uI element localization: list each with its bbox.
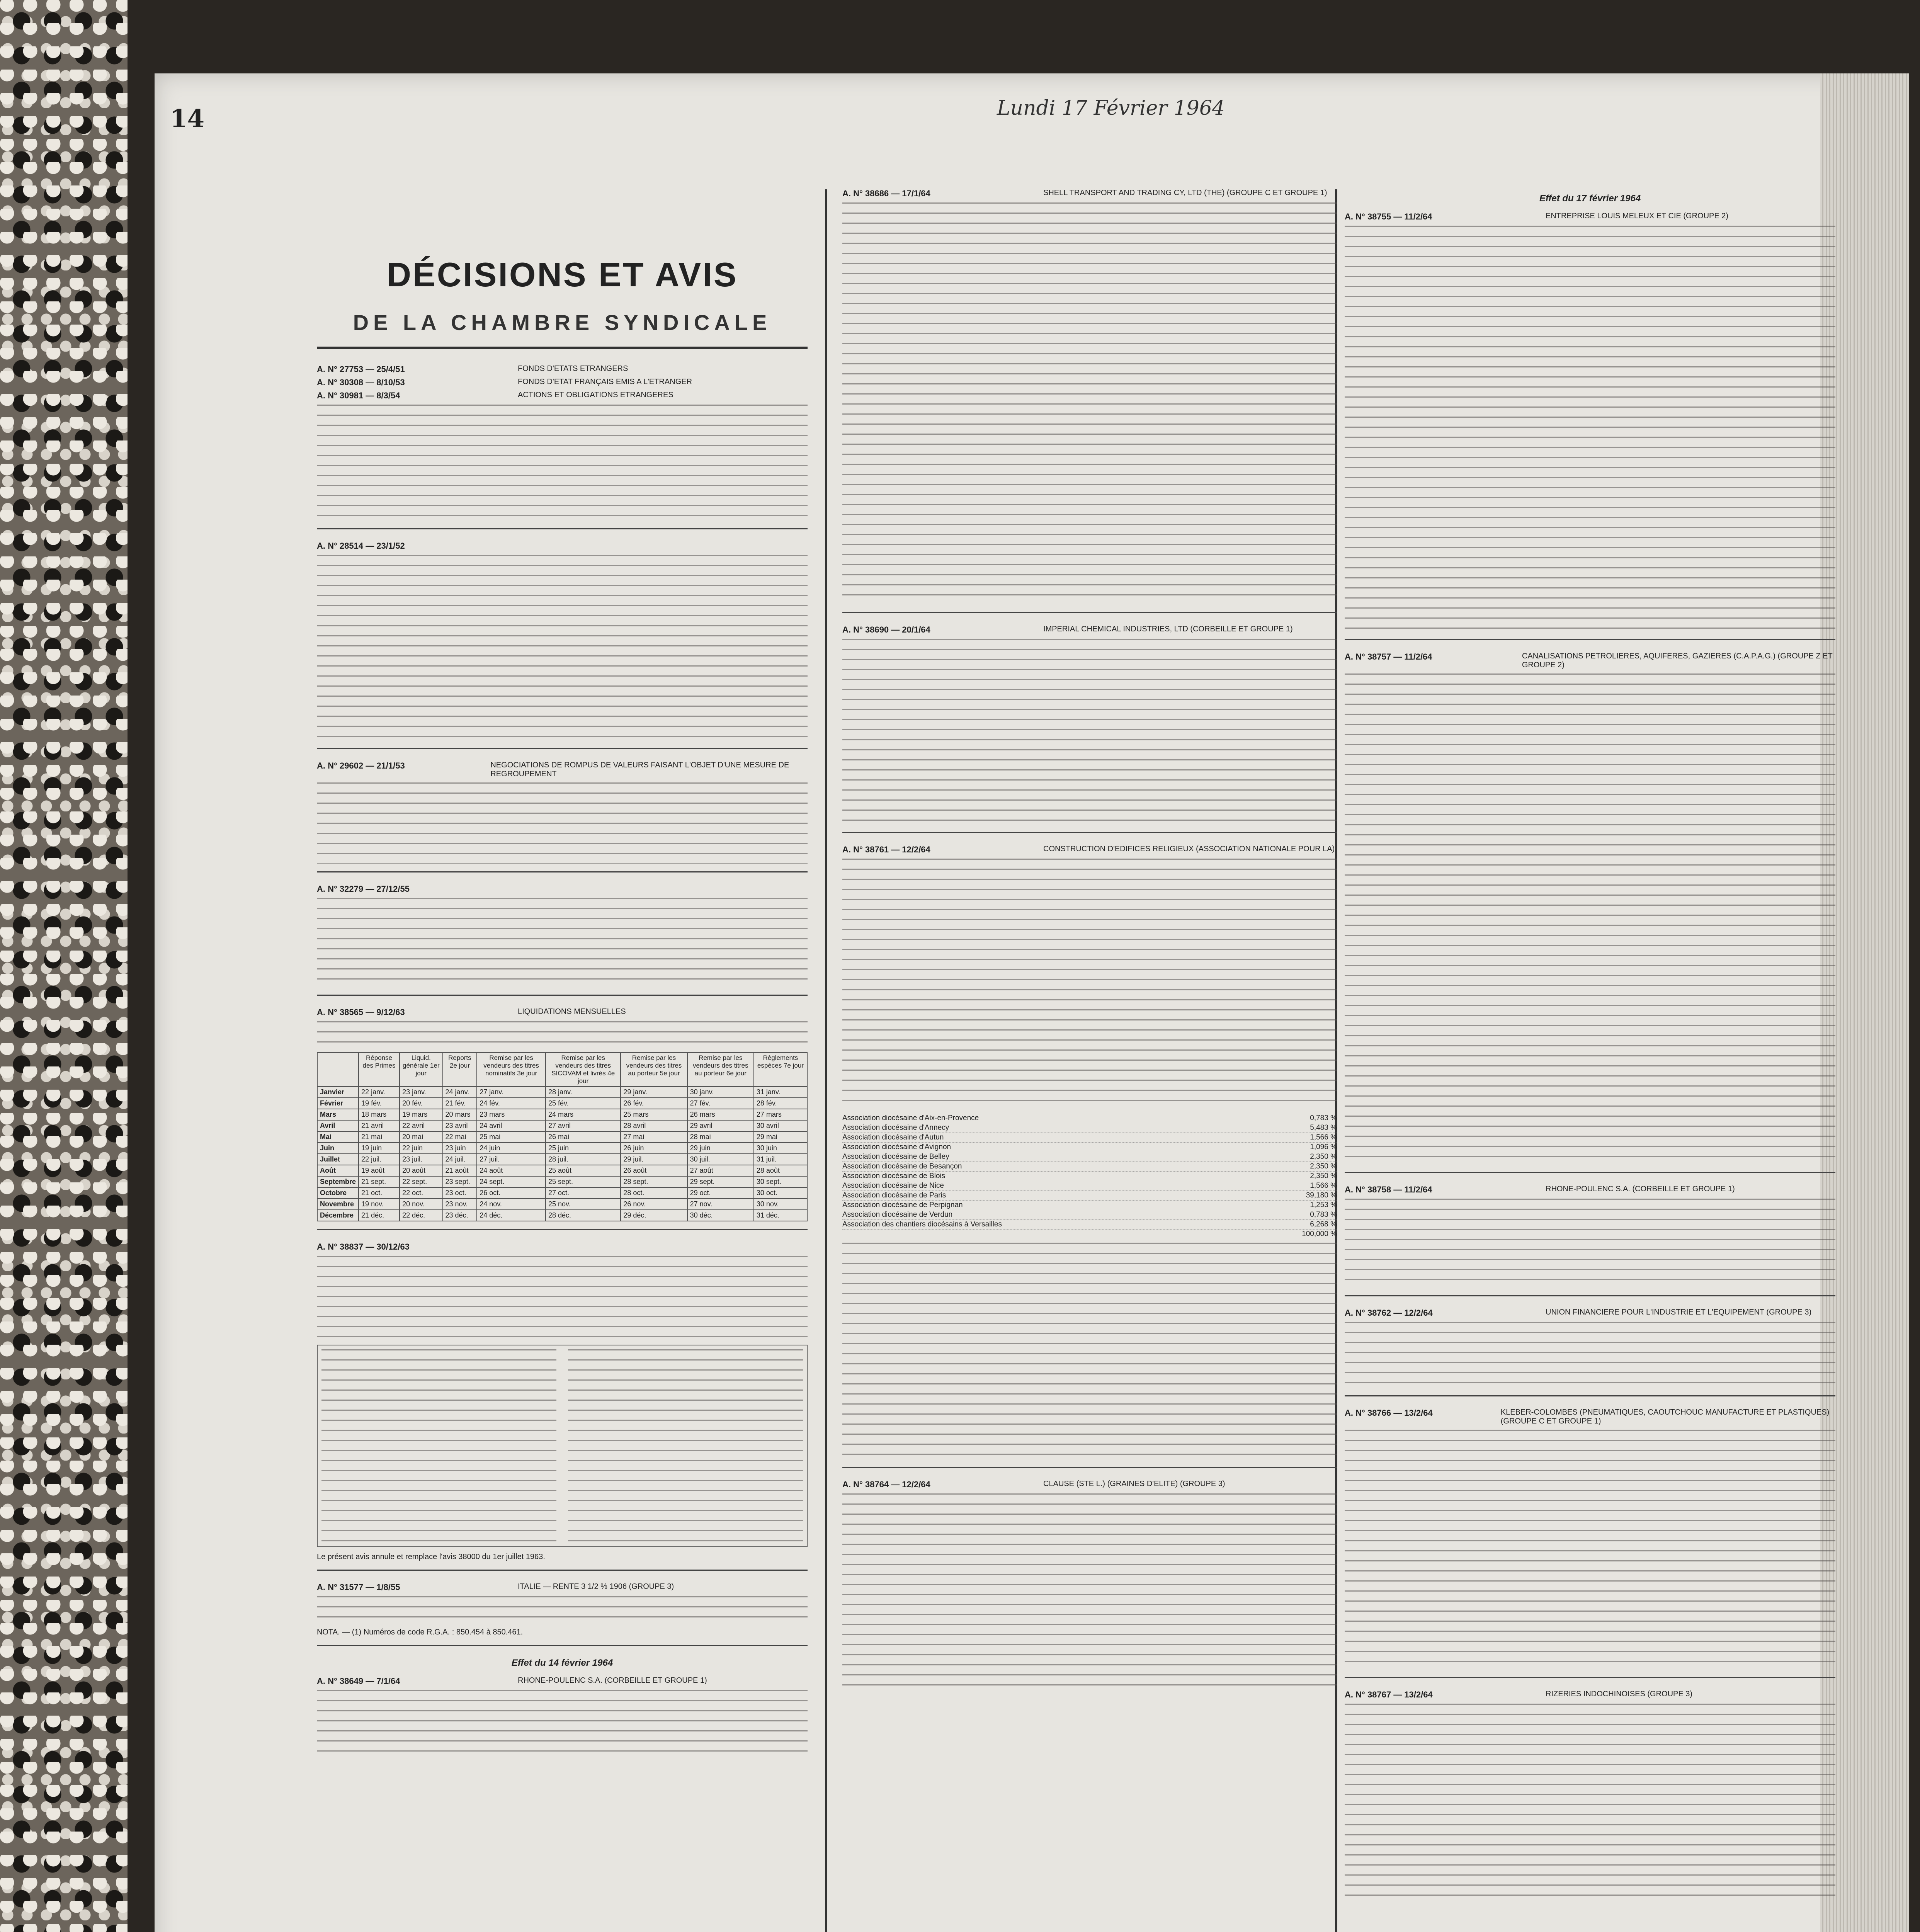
notice-body	[317, 1596, 808, 1619]
association-percent: 6,268 %	[1310, 1220, 1337, 1228]
association-name: Association des chantiers diocésains à Versailles	[842, 1220, 1002, 1228]
association-name: Association diocésaine de Perpignan	[842, 1201, 963, 1209]
table-row	[317, 1176, 807, 1187]
notice-body	[842, 202, 1337, 604]
table-row	[317, 1187, 807, 1199]
table-cell: 22 sept.	[400, 1176, 442, 1187]
list-item	[842, 1162, 1337, 1172]
table-cell: 30 sept.	[754, 1176, 807, 1187]
avis-ref: A. N° 38690 — 20/1/64 IMPERIAL CHEMICAL INDUSTRIES, LTD (CORBEILLE ET GROUPE 1)	[842, 625, 1293, 634]
list-item	[842, 1191, 1337, 1201]
notice-body	[317, 898, 808, 987]
association-name: Association diocésaine d'Aix-en-Provence	[842, 1114, 979, 1122]
table-cell: 23 déc.	[443, 1210, 477, 1221]
list-item	[842, 1181, 1337, 1191]
notice-body	[317, 782, 808, 864]
table-cell: 29 sept.	[687, 1176, 754, 1187]
notice-heading: A. N° 32279 — 27/12/55	[317, 884, 410, 894]
divider	[317, 528, 808, 529]
notice-body	[1345, 673, 1835, 1164]
table-cell: 24 juin	[477, 1143, 546, 1154]
divider	[842, 832, 1337, 833]
group-dates-table	[317, 1345, 808, 1547]
table-cell: 26 nov.	[621, 1199, 687, 1210]
table-cell: 29 janv.	[621, 1087, 687, 1098]
table-cell: 24 août	[477, 1165, 546, 1176]
table-cell: 25 mai	[477, 1131, 546, 1143]
table-cell: 25 mars	[621, 1109, 687, 1120]
notice-footer: Le présent avis annule et remplace l'avis 38000 du 1er juillet 1963.	[317, 1553, 545, 1561]
association-percent: 1,096 %	[1310, 1143, 1337, 1151]
table-cell: 30 janv.	[687, 1087, 754, 1098]
notice-heading: A. N° 38837 — 30/12/63	[317, 1242, 410, 1252]
notice-body	[842, 1493, 1337, 1694]
avis-ref: A. N° 30981 — 8/3/54 ACTIONS ET OBLIGATIONS ETRANGERES	[317, 391, 673, 400]
association-percent: 0,783 %	[1310, 1114, 1337, 1122]
table-cell: 30 juil.	[687, 1154, 754, 1165]
divider	[317, 1229, 808, 1230]
main-subtitle: DE LA CHAMBRE SYNDICALE	[353, 310, 772, 335]
table-cell: 27 mars	[754, 1109, 807, 1120]
table-cell: 22 déc.	[400, 1210, 442, 1221]
notice-body	[317, 1256, 808, 1337]
table-cell: 27 oct.	[546, 1187, 621, 1199]
table-cell: 28 avril	[621, 1120, 687, 1131]
table-cell: 28 fév.	[754, 1098, 807, 1109]
table-cell: 24 déc.	[477, 1210, 546, 1221]
table-cell: 28 déc.	[546, 1210, 621, 1221]
table-cell: 20 fév.	[400, 1098, 442, 1109]
table-header-row	[317, 1053, 807, 1087]
association-percent: 0,783 %	[1310, 1211, 1337, 1219]
notice-body	[842, 859, 1337, 1106]
divider	[317, 1570, 808, 1571]
table-cell: 20 mai	[400, 1131, 442, 1143]
table-cell: 30 nov.	[754, 1199, 807, 1210]
table-cell: 26 mai	[546, 1131, 621, 1143]
associations-list	[842, 1114, 1337, 1230]
table-cell: 26 oct.	[477, 1187, 546, 1199]
table-row	[317, 1098, 807, 1109]
association-name: Association diocésaine d'Annecy	[842, 1124, 949, 1132]
table-cell: 27 août	[687, 1165, 754, 1176]
divider	[1345, 639, 1835, 640]
table-cell: 21 août	[443, 1165, 477, 1176]
notice-body	[1345, 1704, 1835, 1897]
table-header: Remise par les vendeurs des titres au porteur 5e jour	[621, 1053, 687, 1087]
table-cell: 22 mai	[443, 1131, 477, 1143]
table-cell: Octobre	[317, 1187, 359, 1199]
table-cell: 30 oct.	[754, 1187, 807, 1199]
list-item	[842, 1201, 1337, 1210]
column-3	[1345, 185, 1835, 1905]
table-cell	[568, 1349, 803, 1543]
page-number: 14	[170, 104, 205, 133]
table-cell: 27 nov.	[687, 1199, 754, 1210]
table-cell: 28 juil.	[546, 1154, 621, 1165]
table-cell: Février	[317, 1098, 359, 1109]
table-cell: 26 mars	[687, 1109, 754, 1120]
divider	[317, 748, 808, 749]
list-item	[842, 1152, 1337, 1162]
associations-total: 100,000 %	[1302, 1230, 1337, 1238]
table-cell: 19 fév.	[359, 1098, 400, 1109]
table-cell: Janvier	[317, 1087, 359, 1098]
table-cell: 30 avril	[754, 1120, 807, 1131]
table-cell: 21 sept.	[359, 1176, 400, 1187]
table-header: Réponse des Primes	[359, 1053, 400, 1087]
association-name: Association diocésaine de Verdun	[842, 1211, 953, 1219]
table-cell	[321, 1349, 556, 1543]
divider	[317, 871, 808, 872]
table-cell: 22 juil.	[359, 1154, 400, 1165]
table-cell: Mai	[317, 1131, 359, 1143]
table-row	[317, 1087, 807, 1098]
table-cell: 23 mars	[477, 1109, 546, 1120]
table-row	[317, 1109, 807, 1120]
table-row	[317, 1210, 807, 1221]
table-cell: 20 mars	[443, 1109, 477, 1120]
table-cell: Avril	[317, 1120, 359, 1131]
table-cell: 25 sept.	[546, 1176, 621, 1187]
table-cell: 27 avril	[546, 1120, 621, 1131]
avis-ref: A. N° 38762 — 12/2/64 UNION FINANCIERE POUR L'INDUSTRIE ET L'EQUIPEMENT (GROUPE 3)	[1345, 1308, 1812, 1318]
table-cell: 29 déc.	[621, 1210, 687, 1221]
association-percent: 2,350 %	[1310, 1172, 1337, 1180]
table-body	[317, 1087, 807, 1221]
table-header: Remise par les vendeurs des titres SICOVAM et livrés 4e jour	[546, 1053, 621, 1087]
avis-ref: A. N° 38755 — 11/2/64 ENTREPRISE LOUIS MELEUX ET CIE (GROUPE 2)	[1345, 212, 1729, 221]
avis-ref: A. N° 38767 — 13/2/64 RIZERIES INDOCHINOISES (GROUPE 3)	[1345, 1690, 1693, 1699]
table-cell: Mars	[317, 1109, 359, 1120]
table-cell: 29 oct.	[687, 1187, 754, 1199]
table-header	[317, 1053, 359, 1087]
association-percent: 1,566 %	[1310, 1182, 1337, 1190]
table-cell: 24 nov.	[477, 1199, 546, 1210]
table-row	[317, 1120, 807, 1131]
notice-heading: A. N° 28514 — 23/1/52	[317, 541, 405, 551]
association-name: Association diocésaine d'Autun	[842, 1133, 944, 1141]
table-cell: 27 mai	[621, 1131, 687, 1143]
table-cell: 23 juin	[443, 1143, 477, 1154]
table-cell: 19 juin	[359, 1143, 400, 1154]
main-title: DÉCISIONS ET AVIS	[386, 255, 738, 294]
list-item	[842, 1172, 1337, 1181]
table-cell: 27 juil.	[477, 1154, 546, 1165]
table-cell: 23 avril	[443, 1120, 477, 1131]
table-header: Liquid. générale 1er jour	[400, 1053, 442, 1087]
table-cell: 21 fév.	[443, 1098, 477, 1109]
notice-body	[317, 555, 808, 740]
table-cell: 19 mars	[400, 1109, 442, 1120]
table-cell: 19 août	[359, 1165, 400, 1176]
divider	[317, 347, 808, 349]
table-cell: Décembre	[317, 1210, 359, 1221]
table-cell: 26 août	[621, 1165, 687, 1176]
notice-body	[1345, 1199, 1835, 1287]
table-row	[317, 1199, 807, 1210]
table-cell: 20 nov.	[400, 1199, 442, 1210]
divider	[317, 1645, 808, 1646]
table-cell: 23 sept.	[443, 1176, 477, 1187]
table-cell: 27 janv.	[477, 1087, 546, 1098]
association-percent: 2,350 %	[1310, 1153, 1337, 1161]
divider	[842, 612, 1337, 613]
table-cell: 20 août	[400, 1165, 442, 1176]
book-spine	[0, 0, 128, 1932]
table-cell: 30 déc.	[687, 1210, 754, 1221]
list-item	[842, 1133, 1337, 1143]
table-cell: 18 mars	[359, 1109, 400, 1120]
table-cell: 25 fév.	[546, 1098, 621, 1109]
table-cell: Septembre	[317, 1176, 359, 1187]
table-cell: 27 fév.	[687, 1098, 754, 1109]
table-cell: 23 nov.	[443, 1199, 477, 1210]
table-cell: 29 avril	[687, 1120, 754, 1131]
association-percent: 39,180 %	[1306, 1191, 1337, 1199]
avis-ref: A. N° 38764 — 12/2/64 CLAUSE (STE L.) (GRAINES D'ELITE) (GROUPE 3)	[842, 1480, 1225, 1489]
table-cell: Juin	[317, 1143, 359, 1154]
list-item	[842, 1123, 1337, 1133]
table-header: Reports 2e jour	[443, 1053, 477, 1087]
avis-ref: A. N° 38761 — 12/2/64 CONSTRUCTION D'EDIFICES RELIGIEUX (ASSOCIATION NATIONALE POUR LA)	[842, 845, 1335, 854]
notice-body	[1345, 226, 1835, 631]
table-cell: 24 avril	[477, 1120, 546, 1131]
avis-ref: A. N° 29602 — 21/1/53 NEGOCIATIONS DE ROMPUS DE VALEURS FAISANT L'OBJET D'UNE MESURE DE REGROUPEMENT	[317, 761, 789, 778]
avis-ref: A. N° 38758 — 11/2/64 RHONE-POULENC S.A. (CORBEILLE ET GROUPE 1)	[1345, 1185, 1735, 1194]
table-cell: 24 fév.	[477, 1098, 546, 1109]
table-cell: 28 août	[754, 1165, 807, 1176]
divider	[1345, 1295, 1835, 1296]
divider	[317, 995, 808, 996]
table-header: Remise par les vendeurs des titres nominatifs 3e jour	[477, 1053, 546, 1087]
table-cell: 31 juil.	[754, 1154, 807, 1165]
table-cell: 21 déc.	[359, 1210, 400, 1221]
table-cell: 29 mai	[754, 1131, 807, 1143]
list-item	[842, 1143, 1337, 1152]
association-percent: 1,566 %	[1310, 1133, 1337, 1141]
table-cell: 28 oct.	[621, 1187, 687, 1199]
table-cell: 29 juin	[687, 1143, 754, 1154]
table-row	[317, 1154, 807, 1165]
avis-ref: A. N° 38686 — 17/1/64 SHELL TRANSPORT AND TRADING CY, LTD (THE) (GROUPE C ET GROUPE 1)	[842, 189, 1327, 198]
list-item	[842, 1114, 1337, 1123]
table-cell: Juillet	[317, 1154, 359, 1165]
avis-ref: A. N° 38766 — 13/2/64 KLEBER-COLOMBES (PNEUMATIQUES, CAOUTCHOUC MANUFACTURE ET PLASTIQUES) (GROUPE C ET GROUPE 1)	[1345, 1408, 1830, 1425]
column-2	[842, 185, 1337, 1702]
divider	[842, 1467, 1337, 1468]
table-cell: 29 juil.	[621, 1154, 687, 1165]
list-item	[842, 1210, 1337, 1220]
divider	[1345, 1172, 1835, 1173]
table-cell: 28 janv.	[546, 1087, 621, 1098]
association-name: Association diocésaine de Blois	[842, 1172, 946, 1180]
table-cell: 22 janv.	[359, 1087, 400, 1098]
table-cell: 26 fév.	[621, 1098, 687, 1109]
table-cell: Novembre	[317, 1199, 359, 1210]
table-cell: 30 juin	[754, 1143, 807, 1154]
divider	[1345, 1677, 1835, 1678]
effective-date-heading: Effet du 17 février 1964	[1539, 193, 1641, 204]
table-header: Règlements espèces 7e jour	[754, 1053, 807, 1087]
table-cell: 24 janv.	[443, 1087, 477, 1098]
table-cell: 31 janv.	[754, 1087, 807, 1098]
notice-note: NOTA. — (1) Numéros de code R.G.A. : 850.454 à 850.461.	[317, 1628, 523, 1636]
table-row	[317, 1165, 807, 1176]
association-name: Association diocésaine de Belley	[842, 1153, 949, 1161]
table-cell: 24 sept.	[477, 1176, 546, 1187]
notice-body	[1345, 1322, 1835, 1388]
column-rule	[825, 189, 827, 1932]
table-cell: 28 sept.	[621, 1176, 687, 1187]
table-header: Remise par les vendeurs des titres au porteur 6e jour	[687, 1053, 754, 1087]
table-cell: 31 déc.	[754, 1210, 807, 1221]
list-item	[842, 1220, 1337, 1230]
association-percent: 1,253 %	[1310, 1201, 1337, 1209]
notice-body	[317, 405, 808, 520]
table-cell: 26 juin	[621, 1143, 687, 1154]
notice-body	[317, 1690, 808, 1760]
table-cell: 23 oct.	[443, 1187, 477, 1199]
notice-body	[1345, 1430, 1835, 1669]
table-cell: 22 juin	[400, 1143, 442, 1154]
table-row	[317, 1143, 807, 1154]
table-cell: 25 juin	[546, 1143, 621, 1154]
table-cell: 23 janv.	[400, 1087, 442, 1098]
table-cell: 25 nov.	[546, 1199, 621, 1210]
association-name: Association diocésaine de Besançon	[842, 1162, 962, 1170]
table-cell: 21 avril	[359, 1120, 400, 1131]
table-cell: 28 mai	[687, 1131, 754, 1143]
avis-ref: A. N° 38649 — 7/1/64 RHONE-POULENC S.A. (CORBEILLE ET GROUPE 1)	[317, 1676, 707, 1686]
table-row	[317, 1131, 807, 1143]
association-percent: 5,483 %	[1310, 1124, 1337, 1132]
column-1	[317, 185, 808, 1767]
association-name: Association diocésaine de Paris	[842, 1191, 946, 1199]
association-name: Association diocésaine d'Avignon	[842, 1143, 951, 1151]
association-percent: 2,350 %	[1310, 1162, 1337, 1170]
table-cell: 22 avril	[400, 1120, 442, 1131]
avis-ref: A. N° 27753 — 25/4/51 FONDS D'ETATS ETRANGERS	[317, 364, 628, 374]
table-cell: 19 nov.	[359, 1199, 400, 1210]
effective-date-heading: Effet du 14 février 1964	[511, 1658, 613, 1668]
association-name: Association diocésaine de Nice	[842, 1182, 944, 1190]
notice-body	[842, 1243, 1337, 1459]
table-cell: 24 mars	[546, 1109, 621, 1120]
table-cell: 25 août	[546, 1165, 621, 1176]
liquidations-table	[317, 1052, 808, 1221]
avis-ref: A. N° 30308 — 8/10/53 FONDS D'ETAT FRANÇAIS EMIS A L'ETRANGER	[317, 378, 692, 387]
table-cell: Août	[317, 1165, 359, 1176]
table-cell: 23 juil.	[400, 1154, 442, 1165]
divider	[1345, 1395, 1835, 1396]
table-cell: 22 oct.	[400, 1187, 442, 1199]
notice-body	[317, 1021, 808, 1044]
notice-body	[842, 639, 1337, 824]
page-date: Lundi 17 Février 1964	[997, 97, 1225, 120]
avis-ref: A. N° 38757 — 11/2/64 CANALISATIONS PETROLIERES, AQUIFERES, GAZIERES (C.A.P.A.G.) (GROUPE Z ET GROUPE 2)	[1345, 652, 1833, 669]
table-cell: 24 juil.	[443, 1154, 477, 1165]
avis-ref: A. N° 31577 — 1/8/55 ITALIE — RENTE 3 1/2 % 1906 (GROUPE 3)	[317, 1582, 674, 1592]
table-cell: 21 mai	[359, 1131, 400, 1143]
table-cell: 21 oct.	[359, 1187, 400, 1199]
avis-ref: A. N° 38565 — 9/12/63 LIQUIDATIONS MENSUELLES	[317, 1007, 626, 1017]
